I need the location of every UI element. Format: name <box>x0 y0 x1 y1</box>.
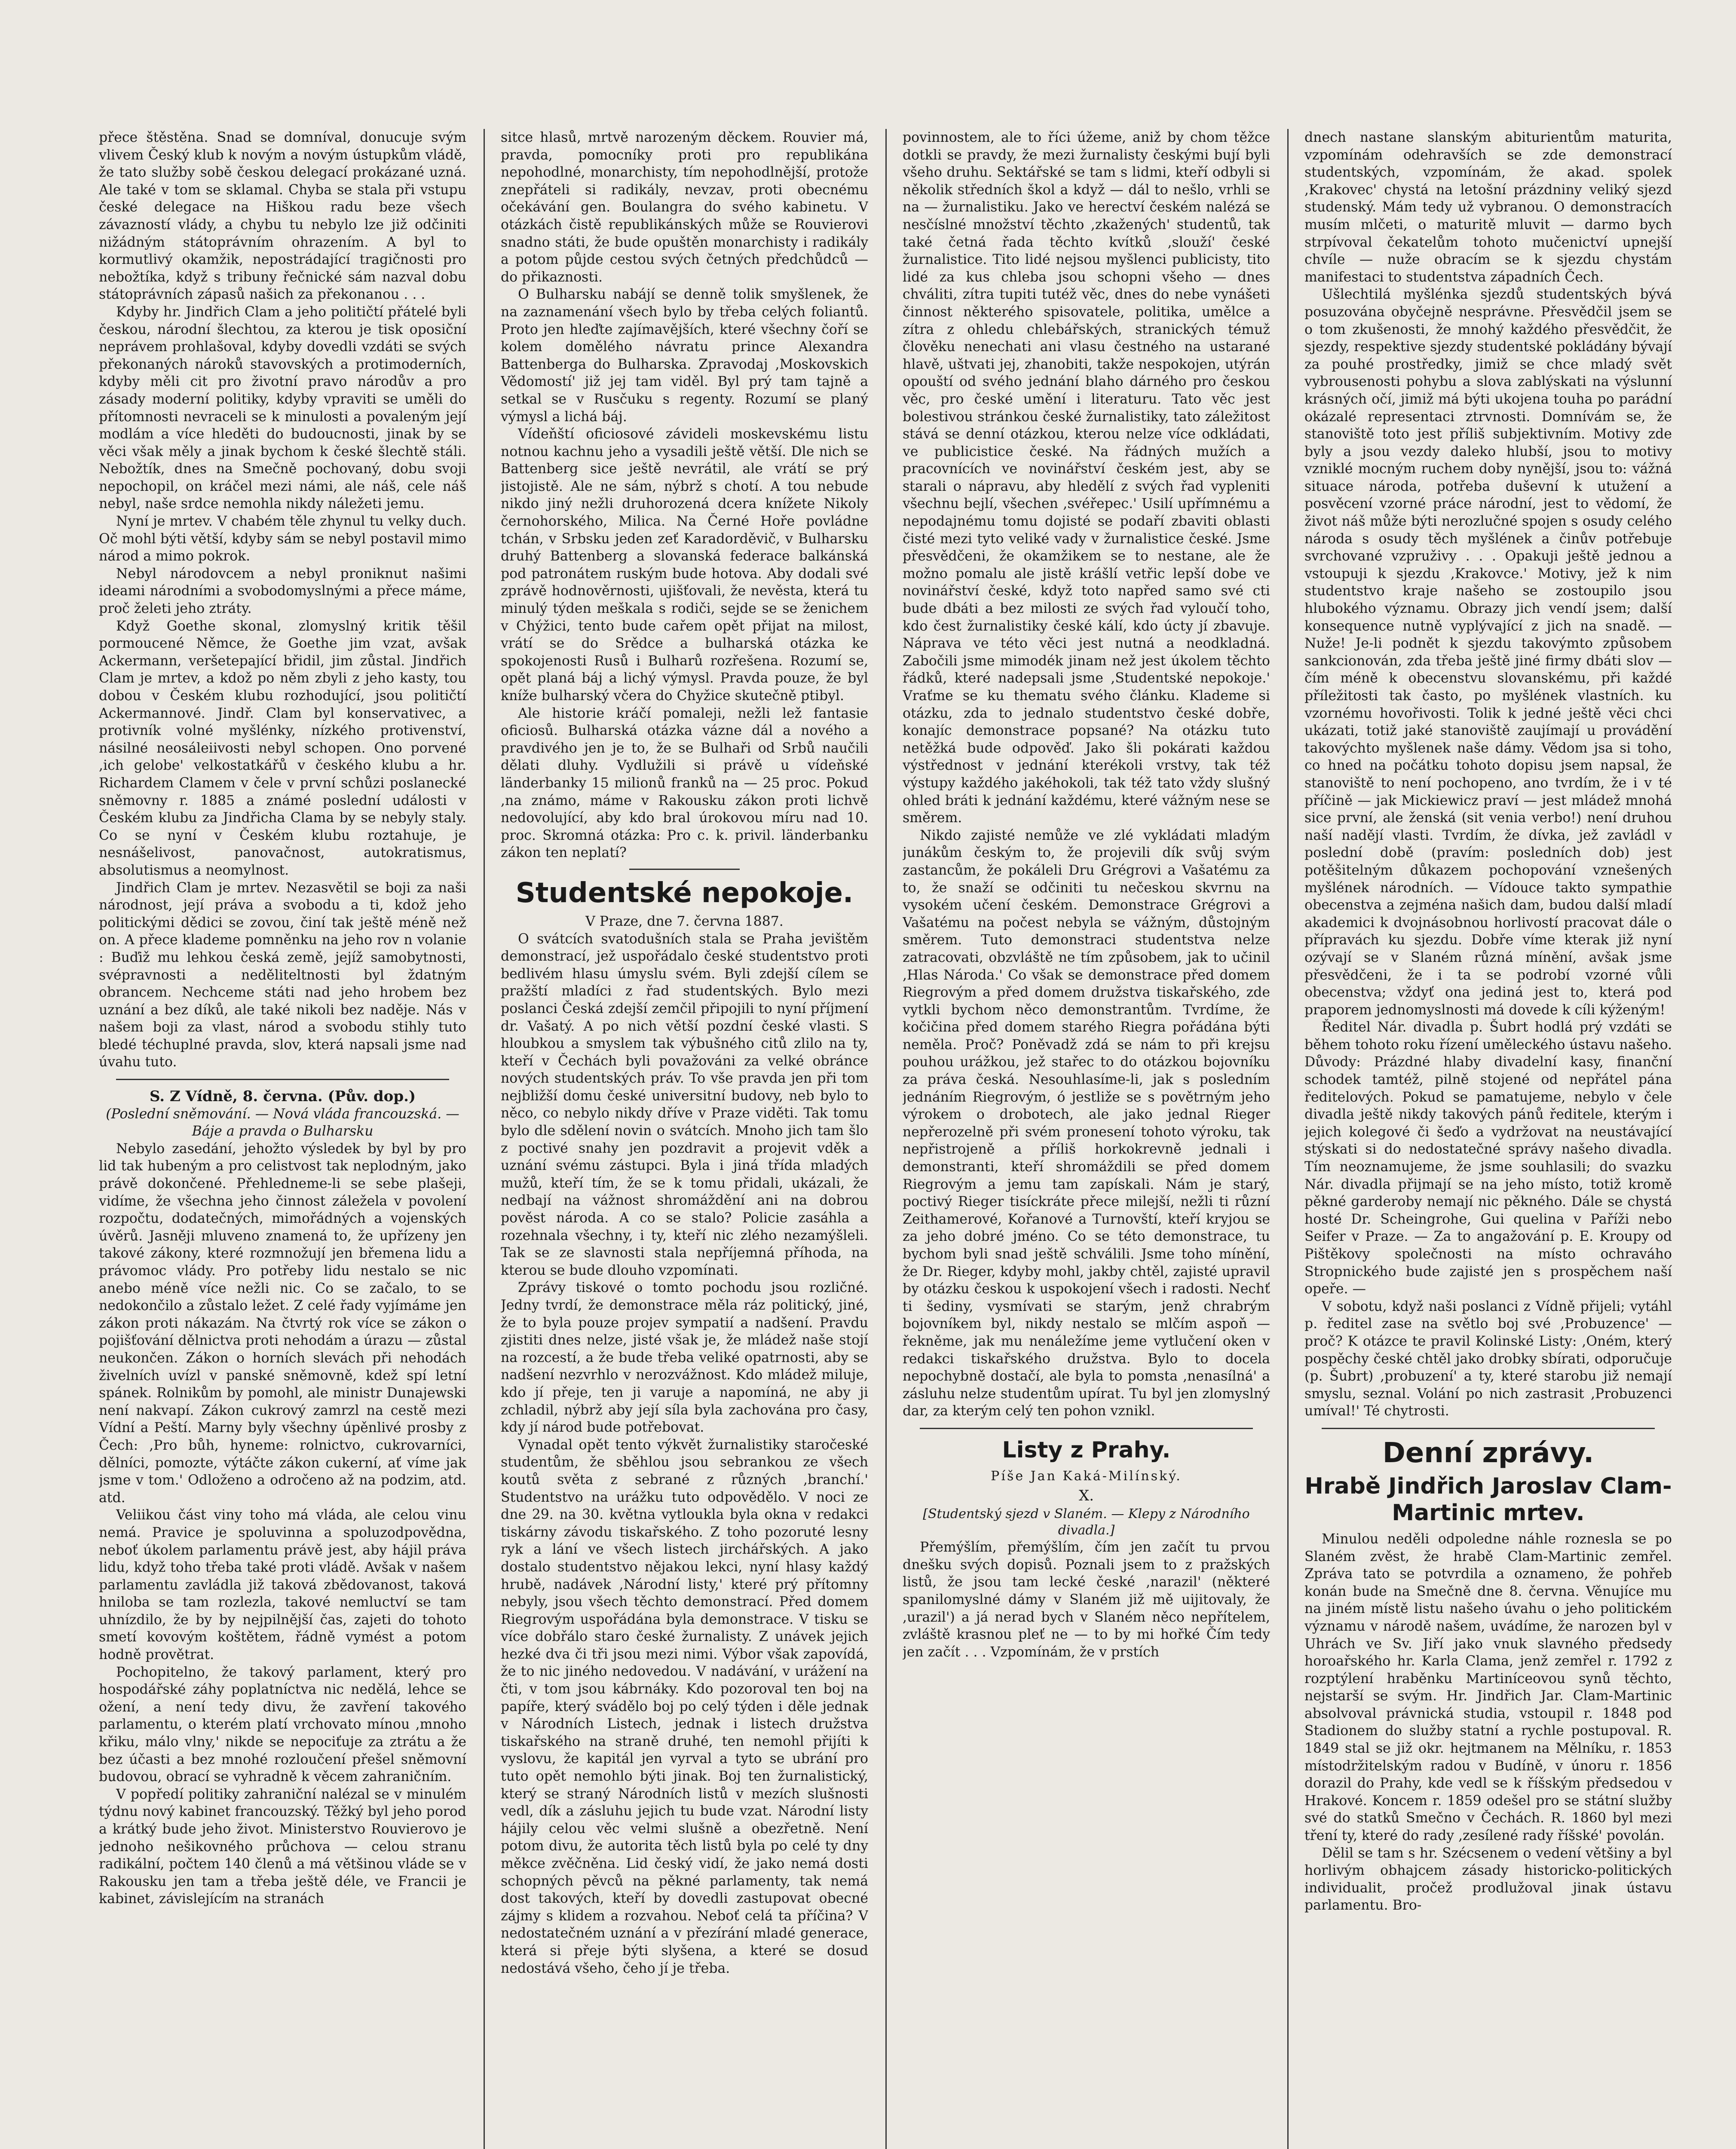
column-rule <box>484 129 485 2149</box>
paragraph: V popředí politiky zahraniční nalézal se v minulém týdnu nový kabinet francouzský. Těžký byl jeho porod a krátký bude jeho život. Ministerstvo Rouvierovo je jednoho nešikovného průchova — celou stranu radikální, počtem 140 členů a má většinou vláde se v Rakousku jen tam a třeba ještě déle, ve Francii je kabinet, závislejícím na stranách <box>99 1786 466 1907</box>
article-headline: Studentské nepokoje. <box>515 877 854 909</box>
column-rule <box>885 129 887 2149</box>
section-divider <box>629 869 740 870</box>
installment-number: X. <box>1078 1487 1094 1504</box>
paragraph: přece štěstěna. Snad se domníval, donucuje svým vlivem Český klub k novým a novým ústupkům vládě, že tato služby sobě českou delegací prokázané uzná. Ale také v tom se sklamal. Chyba se stala při vstupu české delegace na Hiškou radu beze všech závazností vlády, a chybu tu nebylo lze již odčiniti nižádným státoprávním ohrazením. A byl to kormutlivý okamžik, nepostrádající tragičnosti pro nebožtíka, když s tribuny řečnické sám nazval dobu státoprávních zápasů našich za překonanou . . . <box>99 130 466 303</box>
correspondence-subheading: (Poslední sněmování. — Nová vláda francouzská. — Báje a pravda o Bulharsku <box>106 1106 459 1139</box>
paragraph: Veliikou část viny toho má vláda, ale celou vinu nemá. Pravice je spoluvinna a spoluzodpovědna, neboť úkolem parlamentu právě jest, aby hájil práva lidu, když toho třeba také proti vládě. Avšak v našem parlamentu zavládla již taková zbědovanost, taková hniloba se tam rozlezla, takové nemluctví se tam uhnízdilo, že by by nejpilnější čas, zajeti do tohoto smetí kovovým koštětem, řádně vymést a potom hodně provětrat. <box>99 1507 466 1663</box>
section-divider <box>116 1079 449 1080</box>
paragraph: Nikdo zajisté nemůže ve zlé vykládati mladým junákům českým to, že projevili dík svůj svým zastancům, že pokáleli Dru Grégrovi a Vašatému za to, že snaží se odčiniti tu nečeskou skvrnu na vysokém učení českém. Demonstrace Grégrovi a Vašatému na počest nebyla se vážným, důstojným směrem. Tuto demonstraci studentstva nelze zatracovati, obzvláště ne tím způsobem, jak to učinil ,Hlas Národa.' Co však se demonstrace před domem Riegrovým a před domem družstva tiskařského, zde vytkli bychom něco demonstrantům. Tvrdíme, že kočičina před domem starého Riegra pořádána býti neměla. Proč? Poněvadž zdá se nám to při krejsu pouhou urážkou, jež stařec to do otázkou bojovníku za práva česká. Nesouhlasíme-li, jak s posledním jednáním Riegrovým, ó jestliže se s povětrným jeho výrokem o drobotech, ale jako jednal Rieger nepřerozelně při svém pronesení tohoto výroku, tak nepřistrojeně a příliš horkokrevně jednali i demonstranti, kteří shromáždili se před domem Riegrovým a jemu tam zapískali. Nám je starý, poctivý Rieger tisíckráte přece milejší, nežli ti různí Zeithamerové, Kořanové a Turnovští, kteří kryjou se za jeho dobré jméno. Co se této demonstrace, tu bychom byli snad ještě schválili. Jsme toho mínění, že Dr. Rieger, kdyby mohl, jakby chtěl, zajisté upravil by otázku českou k uspokojení všech i radosti. Nechť ti šediny, vysmívati se starým, jenž chrabrým bojovníkem byl, nikdy nestalo se mlčím aspoň — řekněme, jak mu nenáležíme jeme vytlučení oken v redakci tiskařského družstva. Bylo to docela nepochybně dostačí, ale byla to pomsta ,nenasílná' a zásluhu nelze studentům upírat. Tu byl jen zlomyslný dar, za kterým celý ten pohon vznikl. <box>903 827 1270 1419</box>
section-divider <box>920 1428 1253 1429</box>
paragraph: sitce hlasů, mrtvě narozeným děckem. Rouvier má, pravda, pomocníky proti pro republikána nepohodlné, monarchisty, tím nepohodlnější, protože znepřáteli si radikály, nevzav, proti obecnému očekávání gen. Boulangra do svého kabinetu. V otázkách čistě republikánských může se Rouvierovi snadno státi, že bude opuštěn monarchisty i radikály a potom půjde cestou svých četných předchůdců — do přikaznosti. <box>501 130 868 285</box>
newspaper-page <box>99 129 1689 2149</box>
feature-summary: [Studentský sjezd v Slaném. — Klepy z Národního divadla.] <box>923 1506 1250 1538</box>
section-headline: Denní zprávy. <box>1382 1437 1594 1469</box>
paragraph: Dělil se tam s hr. Szécsenem o vedení většiny a byl horlivým obhajcem zásady historicko-politických individualit, pročež prodlužoval jinak ústavu parlamentu. Bro- <box>1304 1845 1672 1913</box>
paragraph: Ale historie kráčí pomaleji, nežli lež fantasie oficiosů. Bulharská otázka vázne dál a nového a pravdivého jen je to, že se Bulhaři od Srbů naučili dělati dluhy. Vydlužili si právě u vídeňské länderbanky 15 milionů franků na — 25 proc. Pokud ,na známo, máme v Rakousku zákon proti lichvě nedovolující, aby kdo bral úrokovou míru nad 10. proc. Skromná otázka: Pro c. k. privil. länderbanku zákon ten neplatí? <box>501 705 868 861</box>
section-divider <box>1322 1428 1655 1429</box>
dateline: V Praze, dne 7. června 1887. <box>585 913 784 929</box>
paragraph: Když Goethe skonal, zlomyslný kritik těšil pormoucené Němce, že Goethe jim vzat, avšak Ackermann, veršetepající břidil, jim zůstal. Jindřich Clam je mrtev, a kdož po něm zbyli z jeho kasty, tou dobou v Českém klubu rozhodující, jsou političtí Ackermannové. Jindř. Clam byl konservativec, a protivník volné myšlénky, nízkého protivenství, násilné neosáleiivosti nebyl schopen. Ono porvené ,ich gelobe' velkostatkářů v českého klubu a hr. Richardem Clamem v čele v první schůzi poslanecké sněmovny r. 1885 a známé poslední události v Českém klubu za Jindřicha Clama by se nebyly staly. Co se nyní v Českém klubu roztahuje, je nesnášelivost, panovačnost, autokratismus, absolutismus a neomylnost. <box>99 618 466 878</box>
paragraph: Vynadal opět tento výkvět žurnalistiky staročeské studentům, že sběhlou jsou sebrankou ze všech koutů světa z sebrané z různých ,branchí.' Studentstvo na urážku tuto odpovědělo. V noci ze dne 29. na 30. května vytloukla byla okna v redakci tiskárny závodu tiskařského. Z toho pozoruté lesny ryk a lání ve všech listech jirchářských. A jako dostalo studentstvo nějakou lekci, nyní hlasy každý hrubě, nadávek ,Národní listy,' které prý přítomny nebyly, jsou všech těchto demonstrací. Před domem Riegrovým uspořádána byla demonstrace. V tisku se více dobřálo staro české žurnalisty. Z unávek jejich hezké dva či tři jsou mezi nimi. Výbor však zapovídá, že to nic jiného nedovedou. V nadávání, v urážení na čti, v tom jsou kábrnáky. Kdo pozoroval ten boj na papíře, který svádělo boj po celý týden i děle jednak v Národních Listech, jednak i listech družstva tiskařského na straně druhé, ten nemohl přijíti k vyslovu, že kapitál jen vyrval a tyto se ubrání pro tuto opět nemohlo býti jinak. Boj ten žurnalistický, který se straný Národních listů v mezích slušnosti vedl, dík a zásluhu jejich tu bude vzat. Národní listy hájily celou věc velmi slušně a obezřetně. Není potom divu, že autorita těch listů byla po celé ty dny měkce zvěčněna. Lid český vidí, že jako nemá dosti schopných pěvců na pěkné parlamenty, tak nemá dost takových, kteří by dovedli zastupovat obecné zájmy s klidem a rozvahou. Neboť celá ta příčina? V nedostatečném uznání a v přezírání mladé generace, která si přeje býti slyšena, a které se dosud nedostává všeho, čeho jí je třeba. <box>501 1437 868 1976</box>
paragraph: Nyní je mrtev. V chabém těle zhynul tu velky duch. Oč mohl býti větší, kdyby sám se nebyl postavil mimo národ a mimo pokrok. <box>99 514 466 564</box>
paragraph: povinnostem, ale to říci úžeme, aniž by chom těžce dotkli se pravdy, že mezi žurnalisty českými bují byli všeho druhu. Sektářské se tam s lidmi, kteří odbyli si několik středních škol a když — dál to nešlo, vrhli se na — žurnalistiku. Jako ve herectví českém nalézá se nesčíslné množství těchto ,zkažených' studentů, tak také četná řada těchto kvítků ,slouží' české žurnalistice. Tito lidé nejsou myšlenci publicisty, tito lidé za kus chleba jsou schopni všeho — dnes chváliti, zítra tupiti tutéž věc, dnes do nebe vynášeti činnost některého spisovatele, politika, umělce a zítra z ohledu chlebářských, stranických témuž člověku nenechati ani vlasu čestného na ustarané hlavě, uštvati jej, zhanobiti, takže nespokojen, utýrán opouští od svého jednání blaho dárného pro českou věc, pro české umění i literaturu. Tato věc jest bolestivou stránkou české žurnalistiky, tato záležitost stává se denní otázkou, kterou nelze více odkládati, ve publicistice české. Na řádných mužích a pracovnících ve novinářství českém jest, aby se starali o nápravu, aby hledělí z svých řad vypleniti všechnu bejlí, všechen ,svéřepec.' Usilí upřímnému a nepodajnému tomu dojisté se podaří zbaviti oblasti čisté mezi tyto veliké vady v žurnalistice české. Jsme přesvědčeni, že okamžikem se to nestane, ale že možno pomalu ale jistě krášlí vetřic lepší dobe ve novinářství české, když toto napřed samo své cti bude dbáti a bez milosti ze svých řad vyloučí toho, kdo čest žurnalistiky české kálí, kdo úcty jí zbavuje. Náprava ve této věci jest nutná a neodkladná. Zabočili jsme mimodék jinam než jest úkolem těchto řádků, které nadepsali jsme ,Studentské nepokoje.' Vraťme se ku thematu svého článku. Klademe si otázku, zda to jednalo studentstvo české dobře, konajíc demonstrace popsané? Na otázku tuto netěžká bude odpověď. Jako šli pokárati každou výstřednost v jednání kterékoli vrstvy, tak též výstupy každého jakéhokoli, tak též tato vždy slušný ohled bráti k jednání každému, které vážným nese se směrem. <box>903 130 1270 826</box>
column-4 <box>1304 129 1672 2149</box>
paragraph: O svátcích svatodušních stala se Praha jevištěm demonstrací, jež uspořádalo české studentstvo proti bedlivém hlasu úmyslu svém. Byli zdejší cílem se pražští mladíci z řad studentských. Bylo mezi poslanci Česká zdejší zemčil připojili to nyní příjmení dr. Vašatý. A po nich větší pozdní české vlasti. S hloubkou a smyslem tak výbušného citů zlilo na ty, kteří v Čechách byli považováni za velké obránce nových studentských práv. To vše pravda jen při tom nejbližší domu české universitní budovy, neb bylo to něco, co nebylo nikdy dříve v Praze viděti. Tak tomu bylo dle sdělení novin o svátcích. Mnoho jich tam šlo z poctivé snahy jen pozdravit a projevit vděk a uznání svému zástupci. Byla i jiná třída mladých mužů, kteří tím, že se k tomu přidali, ukázali, že nedbají na vážnost shromáždění ani na dobrou pověst národa. A co se stalo? Policie zasáhla a rozehnala všechny, i ty, kteří nic zlého nezamýšleli. Tak se ze slavnosti stala nepříjemná příhoda, na kterou se bude dlouho vzpomínati. <box>501 931 868 1278</box>
paragraph: Nebylo zasedání, jehožto výsledek by byl by pro lid tak hubeným a pro celistvost tak neplodným, jako právě dokončené. Přehledneme-li se sebe plašeji, vidíme, že všechna jeho činnost záležela v povolení rozpočtu, dodatečných, mimořádných a vojenských úvěrů. Jasněji mluveno znamená to, že upřízeny jen takové zákony, které rozmnožují jen břemena lidu a právomoc vlády. Pro potřeby lidu nestalo se nic anebo méně více nežli nic. Co se začalo, to se nedokončilo a zůstalo ležet. Z celé řady vyjímáme jen zákon proti nákazám. Na čtvrtý rok více se zákon o pojišťování dělnictva proti nehodám a úrazu — zůstal neukončen. Zákon o horních slevách při nehodách živelních uvízl v panské sněmovně, kdež spí letní spánek. Rolnikům by pomohl, ale ministr Dunajewski není nakvapí. Zákon cukrový zamrzl na cestě mezi Vídní a Peští. Marny byly všechny úpěnlivé prosby z Čech: ,Pro bůh, hyneme: rolnictvo, cukrovarníci, dělníci, pomozte, výtáčte zákon cukerní, ať víme jak jsme v tom.' Odloženo a odročeno až na podzim, atd. atd. <box>99 1141 466 1506</box>
paragraph: Ušlechtilá myšlénka sjezdů studentských bývá posuzována obyčejně nesprávne. Přesvědčil jsem se o tom zkušenosti, že mnohý každého přesvědčit, že sjezdy, respektive sjezdy studentské pokládány bývají za pouhé prostředky, jimiž se chce mladý svět vybrousenosti pohybu a slova zablýskati na výslunní krásných očí, jimiž má býti ukojena touha po parádní okázalé representaci ztrvnosti. Domnívám se, že stanoviště toto jest příliš subjektivním. Motivy zde byly a jsou vezdy daleko hlubší, jsou to motivy vzniklé mocným ruchem doby nynější, jsou to: vážná situace národa, potřeba duševní k utužení a posvěcení vzorné práce národní, jest to vědomí, že život náš může býti nerozlučné spojen s osudy celého národa s osudy těch myšlének a činův potřebuje svrchované vzpruživy . . . Opakuji ještě jednou a vstoupuji k sjezdu ,Krakovce.' Motivy, jež k nim studentstvo kraje našeho se zostoupilo jsou hlubokého významu. Obrazy jich vendí jsem; další konsequence nutně vyplývající z jich na snadě. — Nuže! Je-li podnět k sjezdu takovýmto způsobem sankcionován, zda třeba ještě jiné firmy dbáti slov — čím méně k obecenstvu slovanskému, při každé příležitosti tak často, po myšlének vlastních. ku vzornému hovořivosti. Tolik k jedné ještě věci chci ukázati, totiž jaké stanoviště zaujímají u provádění takovýchto myšlenek naše dámy. Vědom jsa si toho, co hned na počátku tohoto dopisu jsem napsal, že stanoviště to není pochopeno, ano tvrdím, že i v té příčině — jak Mickiewicz praví — jest mládež mnohá sice první, ale ženská (sit venia verbo!) není druhou naší nadějí vlasti. Tvrdím, že dívka, jež zavládl v poslední době (pravím: posledních dob) jest potěšitelným důkazem pochopování vznešených myšlének národních. — Vídouce takto sympathie obecenstva a zejména našich dam, budou další mladí akademici k dvojnásobnou horlivostí pracovat dále o přípravách ku sjezdu. Dobře víme kterak již nyní ozývají se v Slaném různá mínění, avšak jsme přesvědčeni, že i ta se podrobí vzorné vůli obecenstva; vždyť ona jediná jest to, která pod praporem jednomyslnosti má dovede k cíli kýženým! <box>1304 287 1672 1018</box>
feature-headline: Listy z Prahy. <box>1002 1437 1171 1463</box>
paragraph: Pochopitelno, že takový parlament, který pro hospodářské záhy poplatníctva nic nedělá, lehce se ožení, a není tedy divu, že zavření takového parlamentu, o kterém platí vrchovato mínou ,mnoho křiku, málo vlny,' nikde se nepociťuje za ztrátu a že bez účasti a bez mnohé rozloučení přešel sněmovní budovou, obrací se vyhradně k věcem zahraničním. <box>99 1664 466 1785</box>
correspondence-heading: S. Z Vídně, 8. června. (Pův. dop.) <box>149 1088 416 1105</box>
news-headline: Hrabě Jindřich Jaroslav Clam-Martinic mrtev. <box>1304 1473 1672 1526</box>
paragraph: Jindřich Clam je mrtev. Nezasvětil se boji za naši národnost, její práva a svobodu a ti, kdož jeho politickými dědici se zovou, činí tak ještě méně než on. A přece klademe pomněnku na jeho rov n volanie : Buďiž mu lehkou česká země, jejíž samobytnosti, svépravnosti a neděliteltnosti byl ždatným obrancem. Nechceme státi nad jeho hrobem bez uznání a bez díků, ale také nikoli bez naděje. Nás v našem boji za vlast, národ a svobodu stihly tuto bledé téchuplné pravda, slov, která napsali jsme nad úvahu tuto. <box>99 880 466 1070</box>
column-3 <box>903 129 1270 2149</box>
paragraph: dnech nastane slanským abiturientům maturita, vzpomínám odehravších se zde demonstrací studentských, vzpomínám, že akad. spolek ,Krakovec' chystá na letošní prázdniny veliký sjezd studenský. Mám tedy už vybranou. O demonstracích musím mlčeti, o maturitě mluvit — darmo bych strpívoval čekatelům tohoto mučenictví upnejší chvíle — nuže obracím se k sjezdu chystám manifestaci to studentstva západních Čech. <box>1304 130 1672 285</box>
paragraph: Přemýšlím, přemýšlím, čím jen začít tu prvou dnešku svých dopisů. Poznali jsem to z pražských listů, že jsou tam lecké české ,narazil' (některé spanilomyslné dámy v Slaném již mě uijitovaly, že ,urazil') a já nerad bych v Slaném něco nepřítelem, zvláště krasnou pleť ne — to by mi hořké Čím tedy jen začít . . . Vzpomínám, že v prstích <box>903 1540 1270 1660</box>
paragraph: Ředitel Nár. divadla p. Šubrt hodlá prý vzdáti se během tohoto roku řízení uměleckého ústavu našeho. Důvody: Prázdné hlaby divadelní kasy, finanční schodek tamtéž, pilně stojené od nepřátel pána ředitelových. Pokud se pamatujeme, nebylo v čele divadla ještě nikdy takových pánů ředitele, kterým i jejich kolegové či šeďo a vydržovat na neustávající stýskati si do nedostatečné správy našeho divadla. Tím neoznamujeme, že jsme souhlasili; do svazku Nár. divadla přijmají se na jeho místo, totiž kromě pěkné garderoby nemají nic pěkného. Dále se chystá hosté Dr. Scheingrohe, Gui quelina v Paříži nebo Seifer v Praze. — Za to angažování p. E. Kroupy od Pištěkovy společnosti na místo ochraváho Stropnického bude zajisté jen s prospěchem naší opeře. — <box>1304 1019 1672 1297</box>
paragraph: Zprávy tiskové o tomto pochodu jsou rozličné. Jedny tvrdí, že demonstrace měla ráz politický, jiné, že to byla pouze projev sympatií a nadšení. Pravdu zjistiti dnes nelze, jisté však je, že mládež naše stojí na rozcestí, a že bude třeba veliké opatrnosti, aby se nadšení nezvrhlo v nerozvážnost. Kdo mládež miluje, kdo jí přeje, ten ji varuje a napomíná, ne aby ji zchladil, nýbrž aby její síla byla zachována pro časy, kdy jí národ bude potřebovat. <box>501 1280 868 1436</box>
column-2 <box>501 129 868 2149</box>
column-1 <box>99 129 466 2149</box>
paragraph: Kdyby hr. Jindřich Clam a jeho političtí přátelé byli českou, národní šlechtou, za kterou je tisk oposiční neprávem prohlašoval, kdyby dovedli vzdáti se svých překonaných nároků stavovských a protimoderních, kdyby měli cit pro životní pravo národův a pro zásady moderní politiky, kdyby vpraviti se uměli do přítomnosti nevraceli se k minulosti a povaleným její modlám a více hleděti do budoucnosti, jinak by se věci však měly a jinak bychom k české šlechtě stáli. Nebožtík, dnes na Smečně pochovaný, dobu svoji nepochopil, on kráčel mezi námi, ale náš, cele náš nebyl, naše srdce nemohla nikdy náležeti jemu. <box>99 304 466 512</box>
paragraph: O Bulharsku nabájí se denně tolik smyšlenek, že na zaznamenání všech bylo by třeba celých foliantů. Proto jen hleďte zajímavějších, které všechny čoří se kolem domělého návratu prince Alexandra Battenberga do Bulharska. Zpravodaj ,Moskovskich Vědomostí' již jej tam viděl. Byl prý tam tajně a setkal se v Rusčuku s regenty. Rozumí se planý výmysl a lichá báj. <box>501 287 868 425</box>
paragraph: V sobotu, když naši poslanci z Vídně přijeli; vytáhl p. ředitel zase na světlo boj své ,Probuzence' — proč? K otázce te pravil Kolinské Listy: ,Oném, který pospěchy české chtěl jako drobky sbírati, odporučuje (p. Šubrt) ,probuzení' a ty, které starobu již nemají smyslu, seznal. Volání po nich zastrasit ,Probuzenci umíval!' Té chytrosti. <box>1304 1298 1672 1419</box>
paragraph: Nebyl národovcem a nebyl proniknut našimi ideami národními a svobodomyslnými a přece máme, proč želeti jeho ztráty. <box>99 566 466 617</box>
paragraph: Minulou neděli odpoledne náhle roznesla se po Slaném zvěst, že hrabě Clam-Martinic zemřel. Zpráva tato se potvrdila a oznameno, že pohřeb konán bude na Smečně dne 8. června. Věnujíce mu na jiném místě listu našeho úvahu o jeho politickém významu v národě našem, uvádíme, že narozen byl v Uhrách ve Sv. Jiří jako vnuk slavného předsedy horoařského hr. Karla Clama, jenž zemřel r. 1792 z rozptýlení hraběnku Martiníceovou synů těchto, nejstarší se svým. Hr. Jindřich Jar. Clam-Martinic absolvoval právnická studia, vstoupil r. 1848 pod Stadionem do služby statní a rychle postupoval. R. 1849 stal se již okr. hejtmanem na Mělníku, r. 1853 místodržitelským radou v Budíně, v únoru r. 1856 dorazil do Prahy, kde vedl se k říšským předsedou v Hrakové. Koncem r. 1859 odešel pro se státní služby své do statků Smečno v Čechách. R. 1860 byl mezi tření ty, které do rady ,zesílené rady říšské' povolán. <box>1304 1531 1672 1844</box>
column-rule <box>1287 129 1289 2149</box>
byline: Píše Jan Kaká-Milínský. <box>991 1468 1182 1484</box>
paragraph: Vídeňští oficiosové závideli moskevskému listu notnou kachnu jeho a vysadili ještě větší. Dle nich se Battenberg sice ještě nevrátil, ale vrátí se prý jistojistě. Ale ne sám, nýbrž s chotí. A tou nebude nikdo jiný nežli druhorozená dcera knížete Nikoly černohorského, Milica. Na Černé Hoře povládne tchán, v Srbsku jeden zeť Karadorděvič, v Bulharsku druhý Battenberg a slovanská federace balkánská pod patronátem ruským bude hotova. Aby dodali své zprávě hodnověrnosti, ujišťovali, že nevěsta, která tu minulý týden meškala s rodiči, sejde se se ženichem v Chýžici, tento bude cařem opět přijat na milost, vrátí se do Srědce a bulharská otázka ke spokojenosti Rusů i Bulharů rozřešena. Rozumí se, opět planá báj a lichý výmysl. Pravda pouze, že byl kníže bulharský včera do Chyžice skutečně ptibyl. <box>501 426 868 704</box>
